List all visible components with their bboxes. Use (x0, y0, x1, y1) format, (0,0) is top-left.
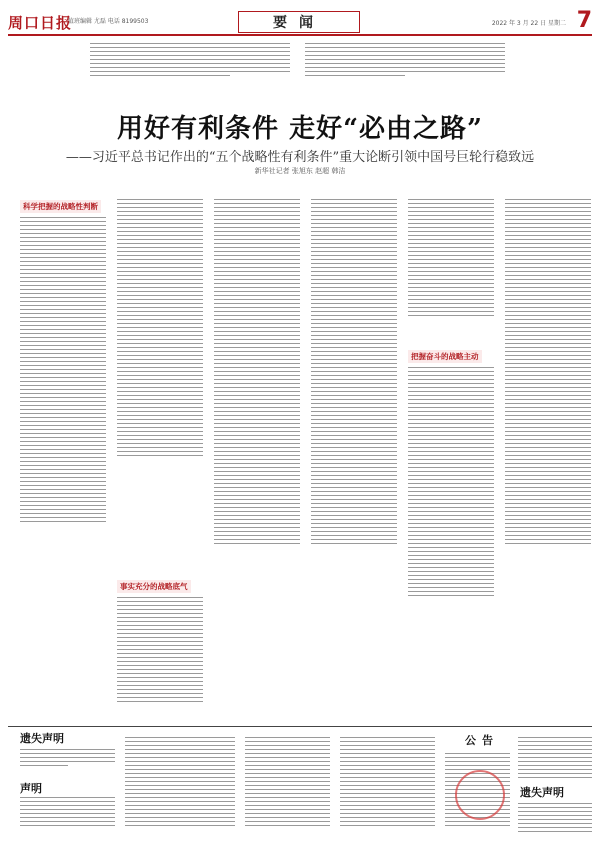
lead-text-left (90, 40, 290, 79)
byline: 新华社记者 张旭东 赵超 韩洁 (254, 167, 346, 175)
body-col-1 (20, 214, 106, 525)
body-col-2b (117, 594, 203, 705)
lost-notice-title-2: 遗失声明 (520, 786, 564, 799)
body-col-2 (117, 196, 203, 459)
notice-4 (340, 734, 435, 829)
headline: 用好有利条件 走好“必由之路” (117, 114, 483, 144)
masthead (8, 10, 592, 36)
body-col-5b (408, 364, 494, 599)
statement-title: 声明 (20, 782, 42, 795)
newspaper-logo: 周口日报 (8, 14, 73, 32)
section-title: 要闻 (238, 11, 360, 33)
subheadline: ——习近平总书记作出的“五个战略性有利条件”重大论断引领中国号巨轮行稳致远 (65, 150, 535, 165)
page-number: 7 (576, 8, 592, 33)
lost-notice-title-1: 遗失声明 (20, 732, 64, 745)
issue-date: 2022 年 3 月 22 日 星期二 (491, 20, 566, 27)
lost-notice-2 (518, 800, 592, 835)
section-head-1: 科学把握的战略性判断 (20, 200, 101, 213)
notice-3 (245, 734, 330, 829)
body-col-5 (408, 196, 494, 319)
body-col-4 (311, 196, 397, 547)
section-head-3: 事实充分的战略底气 (117, 580, 191, 593)
announcement-title: 公告 (465, 734, 499, 747)
body-col-6 (505, 196, 591, 547)
notice-5 (518, 734, 592, 781)
headline-block (8, 108, 592, 178)
notice-2 (125, 734, 235, 829)
section-head-4: 把握奋斗的战略主动 (408, 350, 482, 363)
lead-text-right (305, 40, 505, 79)
body-col-3 (214, 196, 300, 547)
lost-notice-1 (20, 746, 115, 769)
red-seal (455, 770, 505, 820)
statement-text (20, 794, 115, 829)
editor-info: 值班编辑 尤磊 电话 8199503 (68, 18, 149, 25)
notices-divider (8, 726, 592, 727)
